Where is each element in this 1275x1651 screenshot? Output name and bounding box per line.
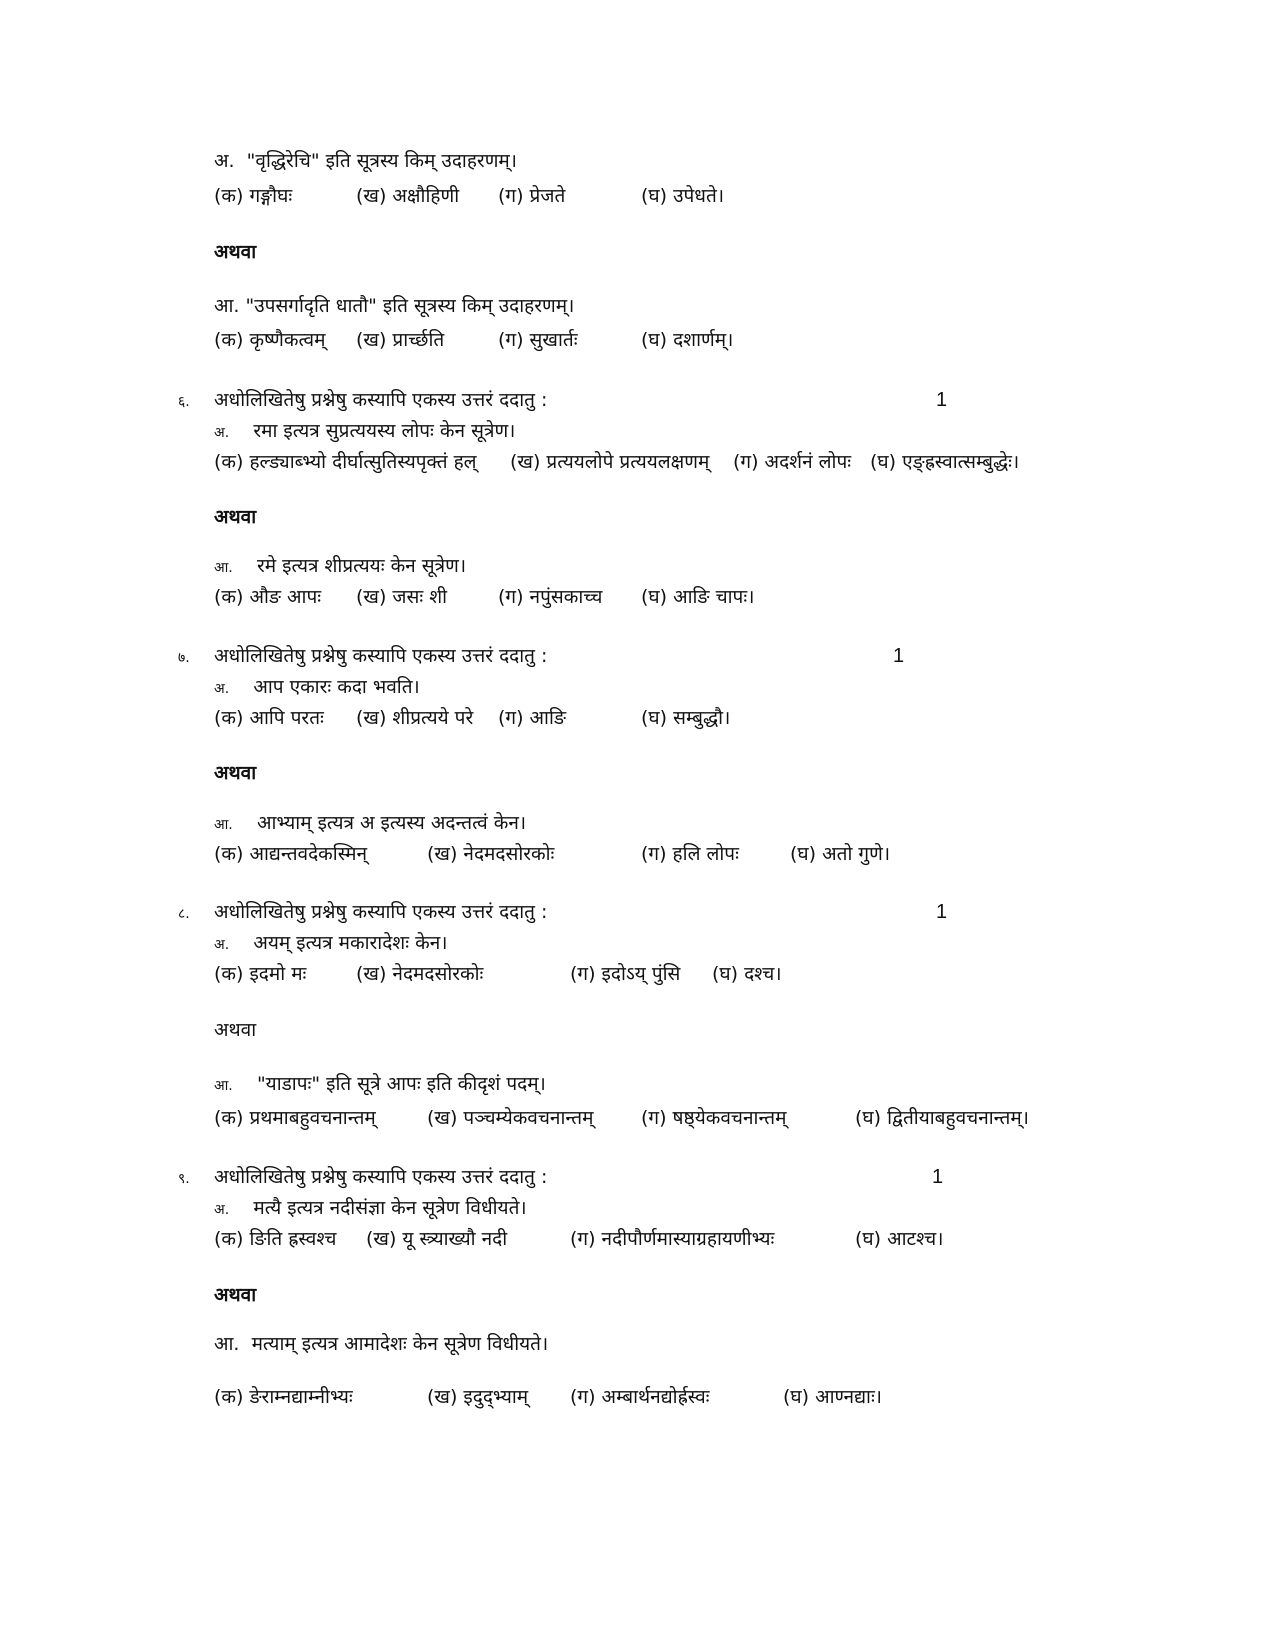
- subquestion-aa: [214, 810, 526, 838]
- option-ga: (ग) अदर्शनं लोपः: [733, 451, 852, 473]
- option-ka: (क) हल्ड्याब्भ्यो दीर्घात्सुतिस्यपृक्तं हल्: [214, 451, 477, 473]
- option-ka: (क) गङ्गौघः: [214, 185, 293, 207]
- question-number: ८.: [178, 906, 190, 922]
- option-gha: (घ) आण्नद्याः।: [783, 1386, 883, 1408]
- option-ka: (क) ङेराम्नद्याम्नीभ्यः: [214, 1386, 353, 1408]
- question-number: ६.: [178, 394, 190, 410]
- sub-text: "याडापः" इति सूत्रे आपः इति कीदृशं पदम्।: [256, 1073, 546, 1095]
- subquestion-a: [214, 674, 420, 702]
- option-gha: (घ) अतो गुणे।: [790, 843, 891, 865]
- sub-prefix: अ.: [214, 681, 230, 697]
- option-gha: (घ) आङि चापः।: [641, 586, 755, 608]
- option-ka: (क) कृष्णैकत्वम्: [214, 329, 326, 351]
- option-gha: (घ) दशार्णम्।: [641, 329, 734, 351]
- athava-label: अथवा: [214, 762, 257, 784]
- subquestion-aa: [214, 1331, 548, 1357]
- question-text: "उपसर्गादृति धातौ" इति सूत्रस्य किम् उदाहरणम्।: [245, 295, 575, 317]
- option-kha: (ख) प्रार्च्छति: [356, 329, 445, 351]
- subquestion-aa: [214, 553, 466, 581]
- question-stem: अधोलिखितेषु प्रश्नेषु कस्यापि एकस्य उत्तरं ददातु :: [214, 901, 548, 923]
- question-prefix: अ.: [214, 150, 235, 172]
- option-ka: (क) प्रथमाबहुवचनान्तम्: [214, 1107, 376, 1129]
- option-kha: (ख) नेदमदसोरकोः: [356, 963, 484, 985]
- option-ka: (क) आपि परतः: [214, 707, 324, 729]
- question-stem: अधोलिखितेषु प्रश्नेषु कस्यापि एकस्य उत्तरं ददातु :: [214, 645, 548, 667]
- option-ka: (क) आद्यन्तवदेकस्मिन्: [214, 843, 367, 865]
- athava-label: अथवा: [214, 1019, 257, 1041]
- question-a-title: [214, 148, 517, 174]
- option-ga: (ग) आङि: [498, 707, 567, 729]
- subquestion-aa: [214, 1071, 546, 1099]
- option-kha: (ख) पञ्चम्येकवचनान्तम्: [427, 1107, 594, 1129]
- marks: 1: [936, 901, 948, 923]
- marks: 1: [893, 645, 905, 667]
- subquestion-a: [214, 418, 515, 446]
- option-gha: (घ) उपेधते।: [641, 185, 725, 207]
- option-ga: (ग) प्रेजते: [498, 185, 566, 207]
- question-number: ७.: [178, 650, 190, 666]
- option-ga: (ग) हलि लोपः: [641, 843, 739, 865]
- option-kha: (ख) यू स्त्र्याख्यौ नदी: [366, 1228, 508, 1250]
- sub-prefix: आ.: [214, 1078, 233, 1094]
- option-ga: (ग) अम्बार्थनद्योर्ह्रस्वः: [570, 1386, 710, 1408]
- marks: 1: [932, 1166, 944, 1188]
- option-gha: (घ) आटश्च।: [855, 1228, 944, 1250]
- option-gha: (घ) दश्च।: [712, 963, 782, 985]
- question-number: ९.: [178, 1171, 190, 1187]
- question-stem: अधोलिखितेषु प्रश्नेषु कस्यापि एकस्य उत्तरं ददातु :: [214, 389, 548, 411]
- option-ga: (ग) सुखार्तः: [498, 329, 578, 351]
- athava-label: अथवा: [214, 241, 257, 263]
- question-aa-title: [214, 293, 574, 319]
- option-ka: (क) औङ आपः: [214, 586, 322, 608]
- option-ga: (ग) इदोऽय् पुंसि: [570, 963, 681, 985]
- sub-prefix: आ.: [214, 1333, 240, 1355]
- sub-text: मत्याम् इत्यत्र आमादेशः केन सूत्रेण विधीयते।: [251, 1333, 549, 1355]
- sub-text: रमा इत्यत्र सुप्रत्ययस्य लोपः केन सूत्रेण।: [253, 420, 516, 442]
- option-kha: (ख) प्रत्ययलोपे प्रत्ययलक्षणम्: [510, 451, 710, 473]
- option-ga: (ग) नपुंसकाच्च: [498, 586, 603, 608]
- option-kha: (ख) नेदमदसोरकोः: [427, 843, 555, 865]
- option-gha: (घ) सम्बुद्धौ।: [641, 707, 731, 729]
- sub-text: अयम् इत्यत्र मकारादेशः केन।: [253, 932, 448, 954]
- subquestion-a: [214, 1195, 527, 1223]
- subquestion-a: [214, 930, 447, 958]
- sub-text: आप एकारः कदा भवति।: [253, 676, 420, 698]
- option-kha: (ख) शीप्रत्यये परे: [356, 707, 474, 729]
- sub-text: मत्यै इत्यत्र नदीसंज्ञा केन सूत्रेण विधीयते।: [253, 1197, 527, 1219]
- question-text: "वृद्धिरेचि" इति सूत्रस्य किम् उदाहरणम्।: [246, 150, 517, 172]
- athava-label: अथवा: [214, 1284, 257, 1306]
- option-ka: (क) ङिति ह्रस्वश्च: [214, 1228, 337, 1250]
- question-prefix: आ.: [214, 295, 240, 317]
- option-kha: (ख) अक्षौहिणी: [356, 185, 460, 207]
- option-ga: (ग) नदीपौर्णमास्याग्रहायणीभ्यः: [570, 1228, 775, 1250]
- option-kha: (ख) इदुद्भ्याम्: [427, 1386, 529, 1408]
- athava-label: अथवा: [214, 506, 257, 528]
- sub-prefix: अ.: [214, 937, 230, 953]
- option-gha: (घ) एङ्ह्रस्वात्सम्बुद्धेः।: [870, 451, 1020, 473]
- option-kha: (ख) जसः शी: [356, 586, 448, 608]
- sub-text: रमे इत्यत्र शीप्रत्ययः केन सूत्रेण।: [256, 555, 467, 577]
- option-gha: (घ) द्वितीयाबहुवचनान्तम्।: [855, 1107, 1029, 1129]
- sub-prefix: आ.: [214, 560, 233, 576]
- option-ga: (ग) षष्ठ्येकवचनान्तम्: [641, 1107, 787, 1129]
- sub-text: आभ्याम् इत्यत्र अ इत्यस्य अदन्तत्वं केन।: [256, 812, 527, 834]
- question-stem: अधोलिखितेषु प्रश्नेषु कस्यापि एकस्य उत्तरं ददातु :: [214, 1166, 548, 1188]
- sub-prefix: आ.: [214, 817, 233, 833]
- sub-prefix: अ.: [214, 425, 230, 441]
- marks: 1: [936, 389, 948, 411]
- sub-prefix: अ.: [214, 1202, 230, 1218]
- option-ka: (क) इदमो मः: [214, 963, 307, 985]
